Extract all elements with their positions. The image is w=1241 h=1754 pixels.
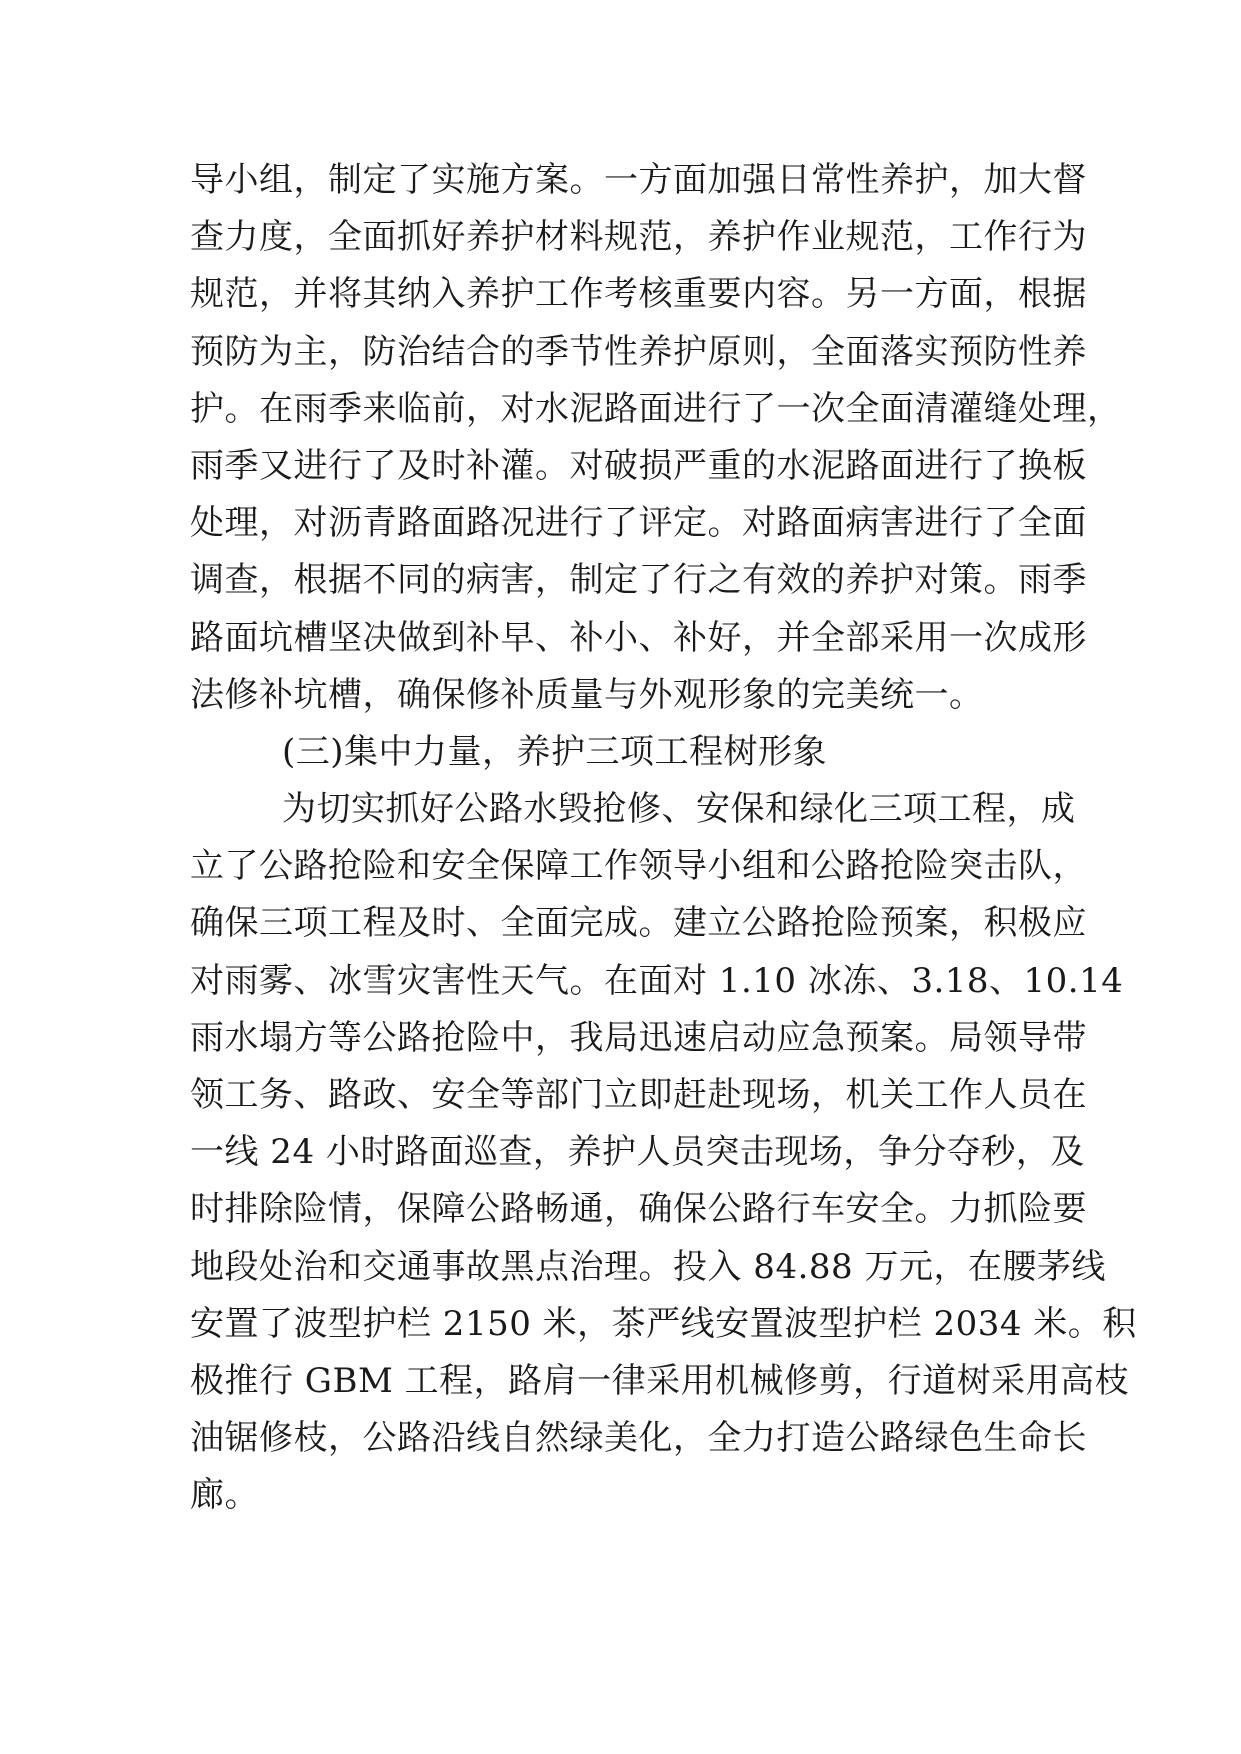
text-line: 极推行 GBM 工程，路肩一律采用机械修剪，行道树采用高枝 bbox=[190, 1360, 1130, 1401]
text-line: 雨季又进行了及时补灌。对破损严重的水泥路面进行了换板 bbox=[190, 445, 1087, 486]
text-line: 预防为主，防治结合的季节性养护原则，全面落实预防性养 bbox=[190, 331, 1087, 372]
text-line: 法修补坑槽，确保修补质量与外观形象的完美统一。 bbox=[190, 674, 984, 715]
text-line: 时排除险情，保障公路畅通，确保公路行车安全。力抓险要 bbox=[190, 1189, 1087, 1230]
text-line: 油锯修枝，公路沿线自然绿美化，全力打造公路绿色生命长 bbox=[190, 1418, 1087, 1459]
text-line: 确保三项工程及时、全面完成。建立公路抢险预案，积极应 bbox=[190, 903, 1087, 944]
paragraph-first-line: 为切实抓好公路水毁抢修、安保和绿化三项工程，成 bbox=[282, 789, 1076, 830]
text-line: 调查，根据不同的病害，制定了行之有效的养护对策。雨季 bbox=[190, 560, 1087, 601]
text-line: 护。在雨季来临前，对水泥路面进行了一次全面清灌缝处理， bbox=[190, 388, 1122, 429]
text-line: 立了公路抢险和安全保障工作领导小组和公路抢险突击队， bbox=[190, 846, 1087, 887]
text-line: 安置了波型护栏 2150 米，茶严线安置波型护栏 2034 米。积 bbox=[190, 1303, 1137, 1344]
text-line: 一线 24 小时路面巡查，养护人员突击现场，争分夺秒，及 bbox=[190, 1132, 1085, 1173]
text-line: 处理，对沥青路面路况进行了评定。对路面病害进行了全面 bbox=[190, 503, 1087, 544]
text-line: 雨水塌方等公路抢险中，我局迅速启动应急预案。局领导带 bbox=[190, 1017, 1087, 1058]
text-line: 地段处治和交通事故黑点治理。投入 84.88 万元，在腰茅线 bbox=[190, 1246, 1106, 1287]
body-text bbox=[190, 152, 1137, 1525]
text-line: 规范，并将其纳入养护工作考核重要内容。另一方面，根据 bbox=[190, 274, 1087, 315]
text-line: 廊。 bbox=[190, 1475, 259, 1516]
text-line: 查力度，全面抓好养护材料规范，养护作业规范，工作行为 bbox=[190, 217, 1087, 258]
text-line: 对雨雾、冰雪灾害性天气。在面对 1.10 冰冻、3.18、10.14 bbox=[190, 960, 1124, 1001]
text-line: 领工务、路政、安全等部门立即赶赴现场，机关工作人员在 bbox=[190, 1075, 1087, 1115]
text-line: 导小组，制定了实施方案。一方面加强日常性养护，加大督 bbox=[190, 160, 1087, 200]
text-line: 路面坑槽坚决做到补早、补小、补好，并全部采用一次成形 bbox=[190, 617, 1087, 658]
section-heading: (三)集中力量，养护三项工程树形象 bbox=[282, 731, 828, 772]
